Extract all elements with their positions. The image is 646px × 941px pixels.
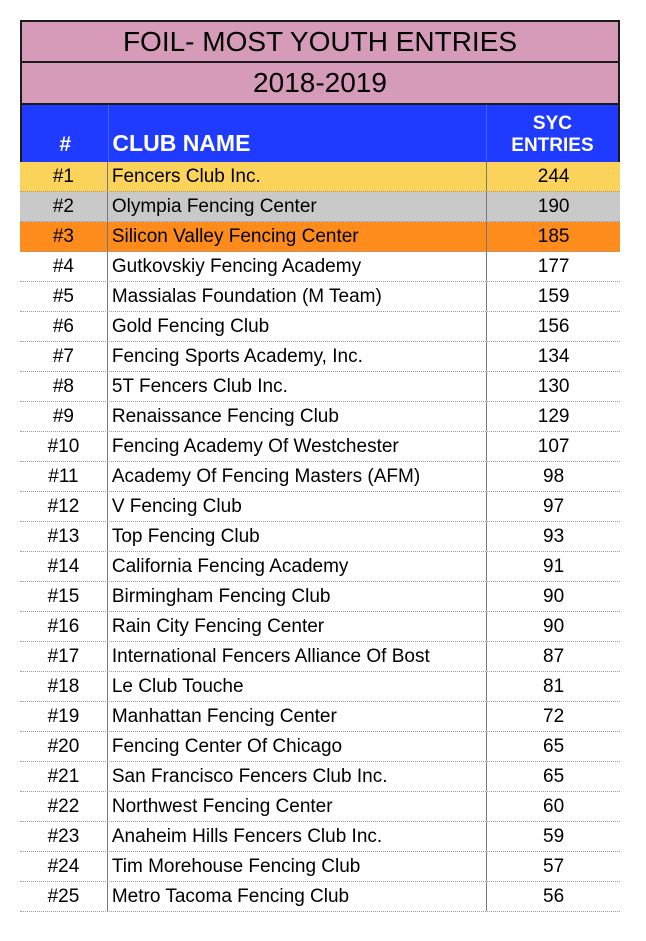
entries-cell: 56 bbox=[486, 882, 620, 911]
rank-cell: #9 bbox=[52, 406, 74, 427]
rank-cell: #25 bbox=[47, 886, 80, 907]
table-row bbox=[20, 852, 620, 882]
entries-cell: 177 bbox=[486, 252, 620, 281]
table-row bbox=[20, 492, 620, 522]
rank-cell: #17 bbox=[47, 646, 80, 667]
entries-cell: 129 bbox=[486, 402, 620, 431]
table-row bbox=[20, 642, 620, 672]
table-header bbox=[20, 105, 620, 162]
entries-cell: 159 bbox=[486, 282, 620, 311]
rank-cell: #1 bbox=[52, 166, 74, 187]
club-name-cell: Massialas Foundation (M Team) bbox=[107, 282, 486, 311]
season-label: 2018-2019 bbox=[20, 63, 620, 105]
club-name-cell: California Fencing Academy bbox=[107, 552, 486, 581]
table-row bbox=[20, 672, 620, 702]
entries-cell: 185 bbox=[486, 222, 620, 251]
rank-cell: #23 bbox=[47, 826, 80, 847]
entries-cell: 97 bbox=[486, 492, 620, 521]
table-row bbox=[20, 192, 620, 222]
table-row bbox=[20, 282, 620, 312]
rank-cell: #20 bbox=[47, 736, 80, 757]
entries-cell: 190 bbox=[486, 192, 620, 221]
entries-cell: 107 bbox=[486, 432, 620, 461]
table-row bbox=[20, 522, 620, 552]
club-name-cell: Olympia Fencing Center bbox=[107, 192, 486, 221]
entries-cell: 90 bbox=[486, 612, 620, 641]
club-name-cell: Gutkovskiy Fencing Academy bbox=[107, 252, 486, 281]
table-row bbox=[20, 432, 620, 462]
club-name-cell: Fencing Center Of Chicago bbox=[107, 732, 486, 761]
rank-cell: #6 bbox=[52, 316, 74, 337]
table-row bbox=[20, 312, 620, 342]
club-name-cell: V Fencing Club bbox=[107, 492, 486, 521]
table-row bbox=[20, 372, 620, 402]
entries-cell: 65 bbox=[486, 762, 620, 791]
header-club-name: CLUB NAME bbox=[108, 105, 485, 162]
club-name-cell: Metro Tacoma Fencing Club bbox=[107, 882, 486, 911]
table-row bbox=[20, 552, 620, 582]
entries-cell: 90 bbox=[486, 582, 620, 611]
rank-cell: #8 bbox=[52, 376, 74, 397]
table-row bbox=[20, 882, 620, 912]
table-row bbox=[20, 702, 620, 732]
entries-cell: 87 bbox=[486, 642, 620, 671]
sheet-title: FOIL- MOST YOUTH ENTRIES bbox=[20, 20, 620, 63]
entries-cell: 156 bbox=[486, 312, 620, 341]
entries-cell: 244 bbox=[486, 162, 620, 191]
rank-cell: #10 bbox=[47, 436, 80, 457]
rank-cell: #14 bbox=[47, 556, 80, 577]
table-row bbox=[20, 222, 620, 252]
club-name-cell: Gold Fencing Club bbox=[107, 312, 486, 341]
table-row bbox=[20, 762, 620, 792]
entries-cell: 65 bbox=[486, 732, 620, 761]
table-row bbox=[20, 612, 620, 642]
entries-cell: 57 bbox=[486, 852, 620, 881]
rank-cell: #21 bbox=[47, 766, 80, 787]
entries-cell: 60 bbox=[486, 792, 620, 821]
club-name-cell: Fencers Club Inc. bbox=[107, 162, 486, 191]
rankings-sheet bbox=[20, 20, 620, 912]
club-name-cell: Top Fencing Club bbox=[107, 522, 486, 551]
rank-cell: #7 bbox=[52, 346, 74, 367]
club-name-cell: International Fencers Alliance Of Bost bbox=[107, 642, 486, 671]
header-rank: # bbox=[59, 133, 72, 156]
table-row bbox=[20, 342, 620, 372]
club-name-cell: Northwest Fencing Center bbox=[107, 792, 486, 821]
rank-cell: #3 bbox=[52, 226, 74, 247]
club-name-cell: Le Club Touche bbox=[107, 672, 486, 701]
club-name-cell: Rain City Fencing Center bbox=[107, 612, 486, 641]
club-name-cell: 5T Fencers Club Inc. bbox=[107, 372, 486, 401]
entries-cell: 59 bbox=[486, 822, 620, 851]
rank-cell: #15 bbox=[47, 586, 80, 607]
table-row bbox=[20, 792, 620, 822]
rank-cell: #22 bbox=[47, 796, 80, 817]
entries-cell: 81 bbox=[486, 672, 620, 701]
header-entries-line2: ENTRIES bbox=[511, 135, 594, 156]
rank-cell: #2 bbox=[52, 196, 74, 217]
header-entries-line1: SYC bbox=[532, 113, 572, 134]
entries-cell: 134 bbox=[486, 342, 620, 371]
entries-cell: 72 bbox=[486, 702, 620, 731]
rank-cell: #12 bbox=[47, 496, 80, 517]
rank-cell: #11 bbox=[48, 466, 79, 487]
club-name-cell: Academy Of Fencing Masters (AFM) bbox=[107, 462, 486, 491]
table-row bbox=[20, 252, 620, 282]
table-row bbox=[20, 402, 620, 432]
table-row bbox=[20, 732, 620, 762]
rank-cell: #19 bbox=[47, 706, 80, 727]
club-name-cell: Tim Morehouse Fencing Club bbox=[107, 852, 486, 881]
club-name-cell: Birmingham Fencing Club bbox=[107, 582, 486, 611]
header-entries bbox=[486, 105, 618, 162]
rank-cell: #24 bbox=[47, 856, 80, 877]
rank-cell: #4 bbox=[52, 256, 74, 277]
entries-cell: 93 bbox=[486, 522, 620, 551]
rank-cell: #5 bbox=[52, 286, 74, 307]
table-row bbox=[20, 582, 620, 612]
club-name-cell: San Francisco Fencers Club Inc. bbox=[107, 762, 486, 791]
entries-cell: 130 bbox=[486, 372, 620, 401]
entries-cell: 98 bbox=[486, 462, 620, 491]
club-name-cell: Manhattan Fencing Center bbox=[107, 702, 486, 731]
entries-cell: 91 bbox=[486, 552, 620, 581]
table-row bbox=[20, 822, 620, 852]
club-name-cell: Fencing Academy Of Westchester bbox=[107, 432, 486, 461]
table-row bbox=[20, 162, 620, 192]
club-name-cell: Anaheim Hills Fencers Club Inc. bbox=[107, 822, 486, 851]
rank-cell: #16 bbox=[47, 616, 80, 637]
rank-cell: #18 bbox=[47, 676, 80, 697]
table-row bbox=[20, 462, 620, 492]
club-name-cell: Fencing Sports Academy, Inc. bbox=[107, 342, 486, 371]
club-name-cell: Silicon Valley Fencing Center bbox=[107, 222, 486, 251]
club-name-cell: Renaissance Fencing Club bbox=[107, 402, 486, 431]
rank-cell: #13 bbox=[47, 526, 80, 547]
table-body bbox=[20, 162, 620, 912]
